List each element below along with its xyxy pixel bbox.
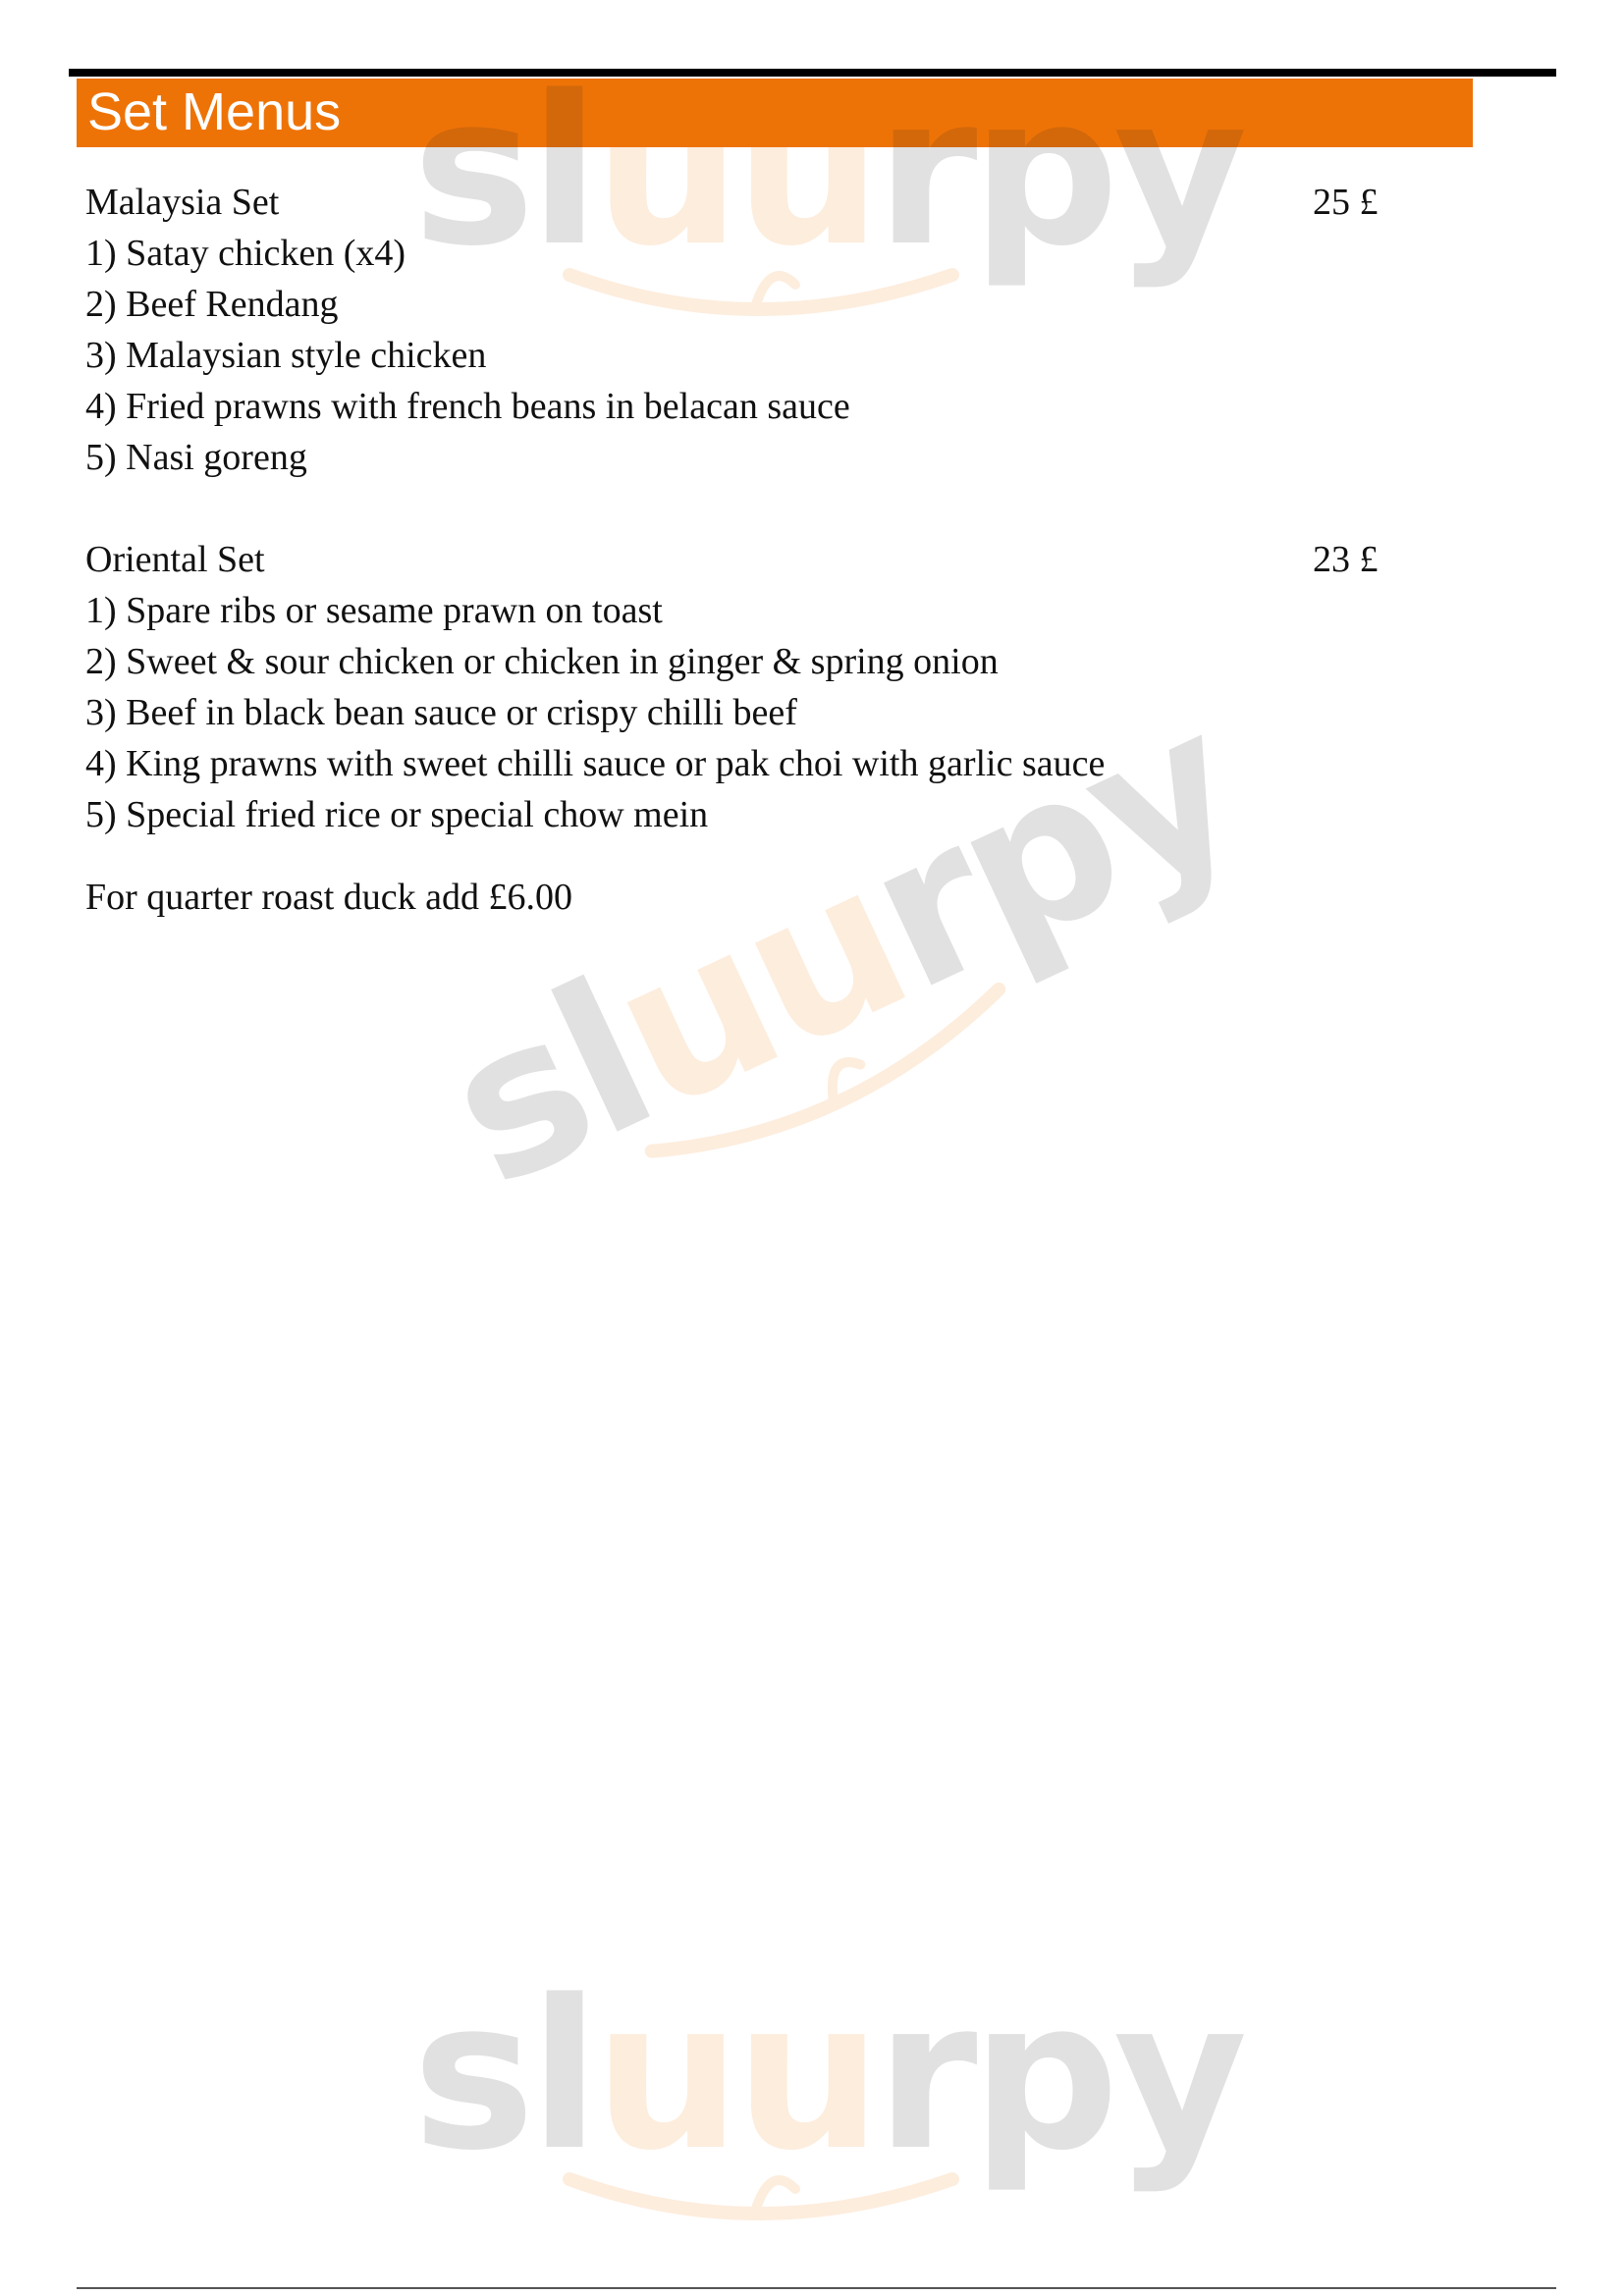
bottom-rule — [77, 2287, 1556, 2289]
watermark-part: uu — [593, 51, 876, 292]
menu-item: 5) Nasi goreng — [85, 437, 307, 478]
set-header — [85, 534, 1401, 585]
top-rule — [69, 69, 1556, 77]
watermark-part: sl — [412, 51, 594, 292]
menu-item: 1) Spare ribs or sesame prawn on toast — [85, 590, 663, 631]
menu-item: 2) Sweet & sour chicken or chicken in ginger & spring onion — [85, 641, 999, 682]
watermark-part: uu — [593, 1955, 876, 2196]
watermark-swoosh-icon — [634, 963, 1041, 1208]
menu-content — [85, 177, 1401, 923]
set-header — [85, 177, 1401, 228]
malaysia-set — [85, 177, 1401, 483]
menu-item: 3) Malaysian style chicken — [85, 335, 487, 376]
section-header — [77, 79, 1473, 147]
watermark-part: uu — [579, 819, 937, 1156]
menu-item: 5) Special fried rice or special chow mein — [85, 794, 709, 835]
watermark-swoosh-icon — [560, 2160, 972, 2238]
set-name: Oriental Set — [85, 539, 265, 580]
menu-item: 3) Beef in black bean sauce or crispy chilli beef — [85, 692, 797, 733]
menu-item: 4) King prawns with sweet chilli sauce or pak choi with garlic sauce — [85, 743, 1106, 784]
set-name: Malaysia Set — [85, 182, 280, 223]
watermark-part: sl — [412, 1955, 594, 2196]
watermark-logo — [412, 1955, 1242, 2238]
set-price: 23 £ — [1313, 539, 1379, 580]
duck-note: For quarter roast duck add £6.00 — [85, 877, 572, 918]
menu-item: 4) Fried prawns with french beans in belacan sauce — [85, 386, 850, 427]
menu-item: 1) Satay chicken (x4) — [85, 233, 406, 274]
watermark-part: rpy — [876, 51, 1242, 292]
watermark-part: rpy — [876, 1955, 1242, 2196]
oriental-set — [85, 534, 1401, 840]
set-price: 25 £ — [1313, 182, 1379, 223]
watermark-part: sl — [414, 937, 681, 1233]
menu-item: 2) Beef Rendang — [85, 284, 339, 325]
section-title: Set Menus — [87, 82, 342, 141]
watermark-part: rpy — [835, 664, 1269, 1038]
